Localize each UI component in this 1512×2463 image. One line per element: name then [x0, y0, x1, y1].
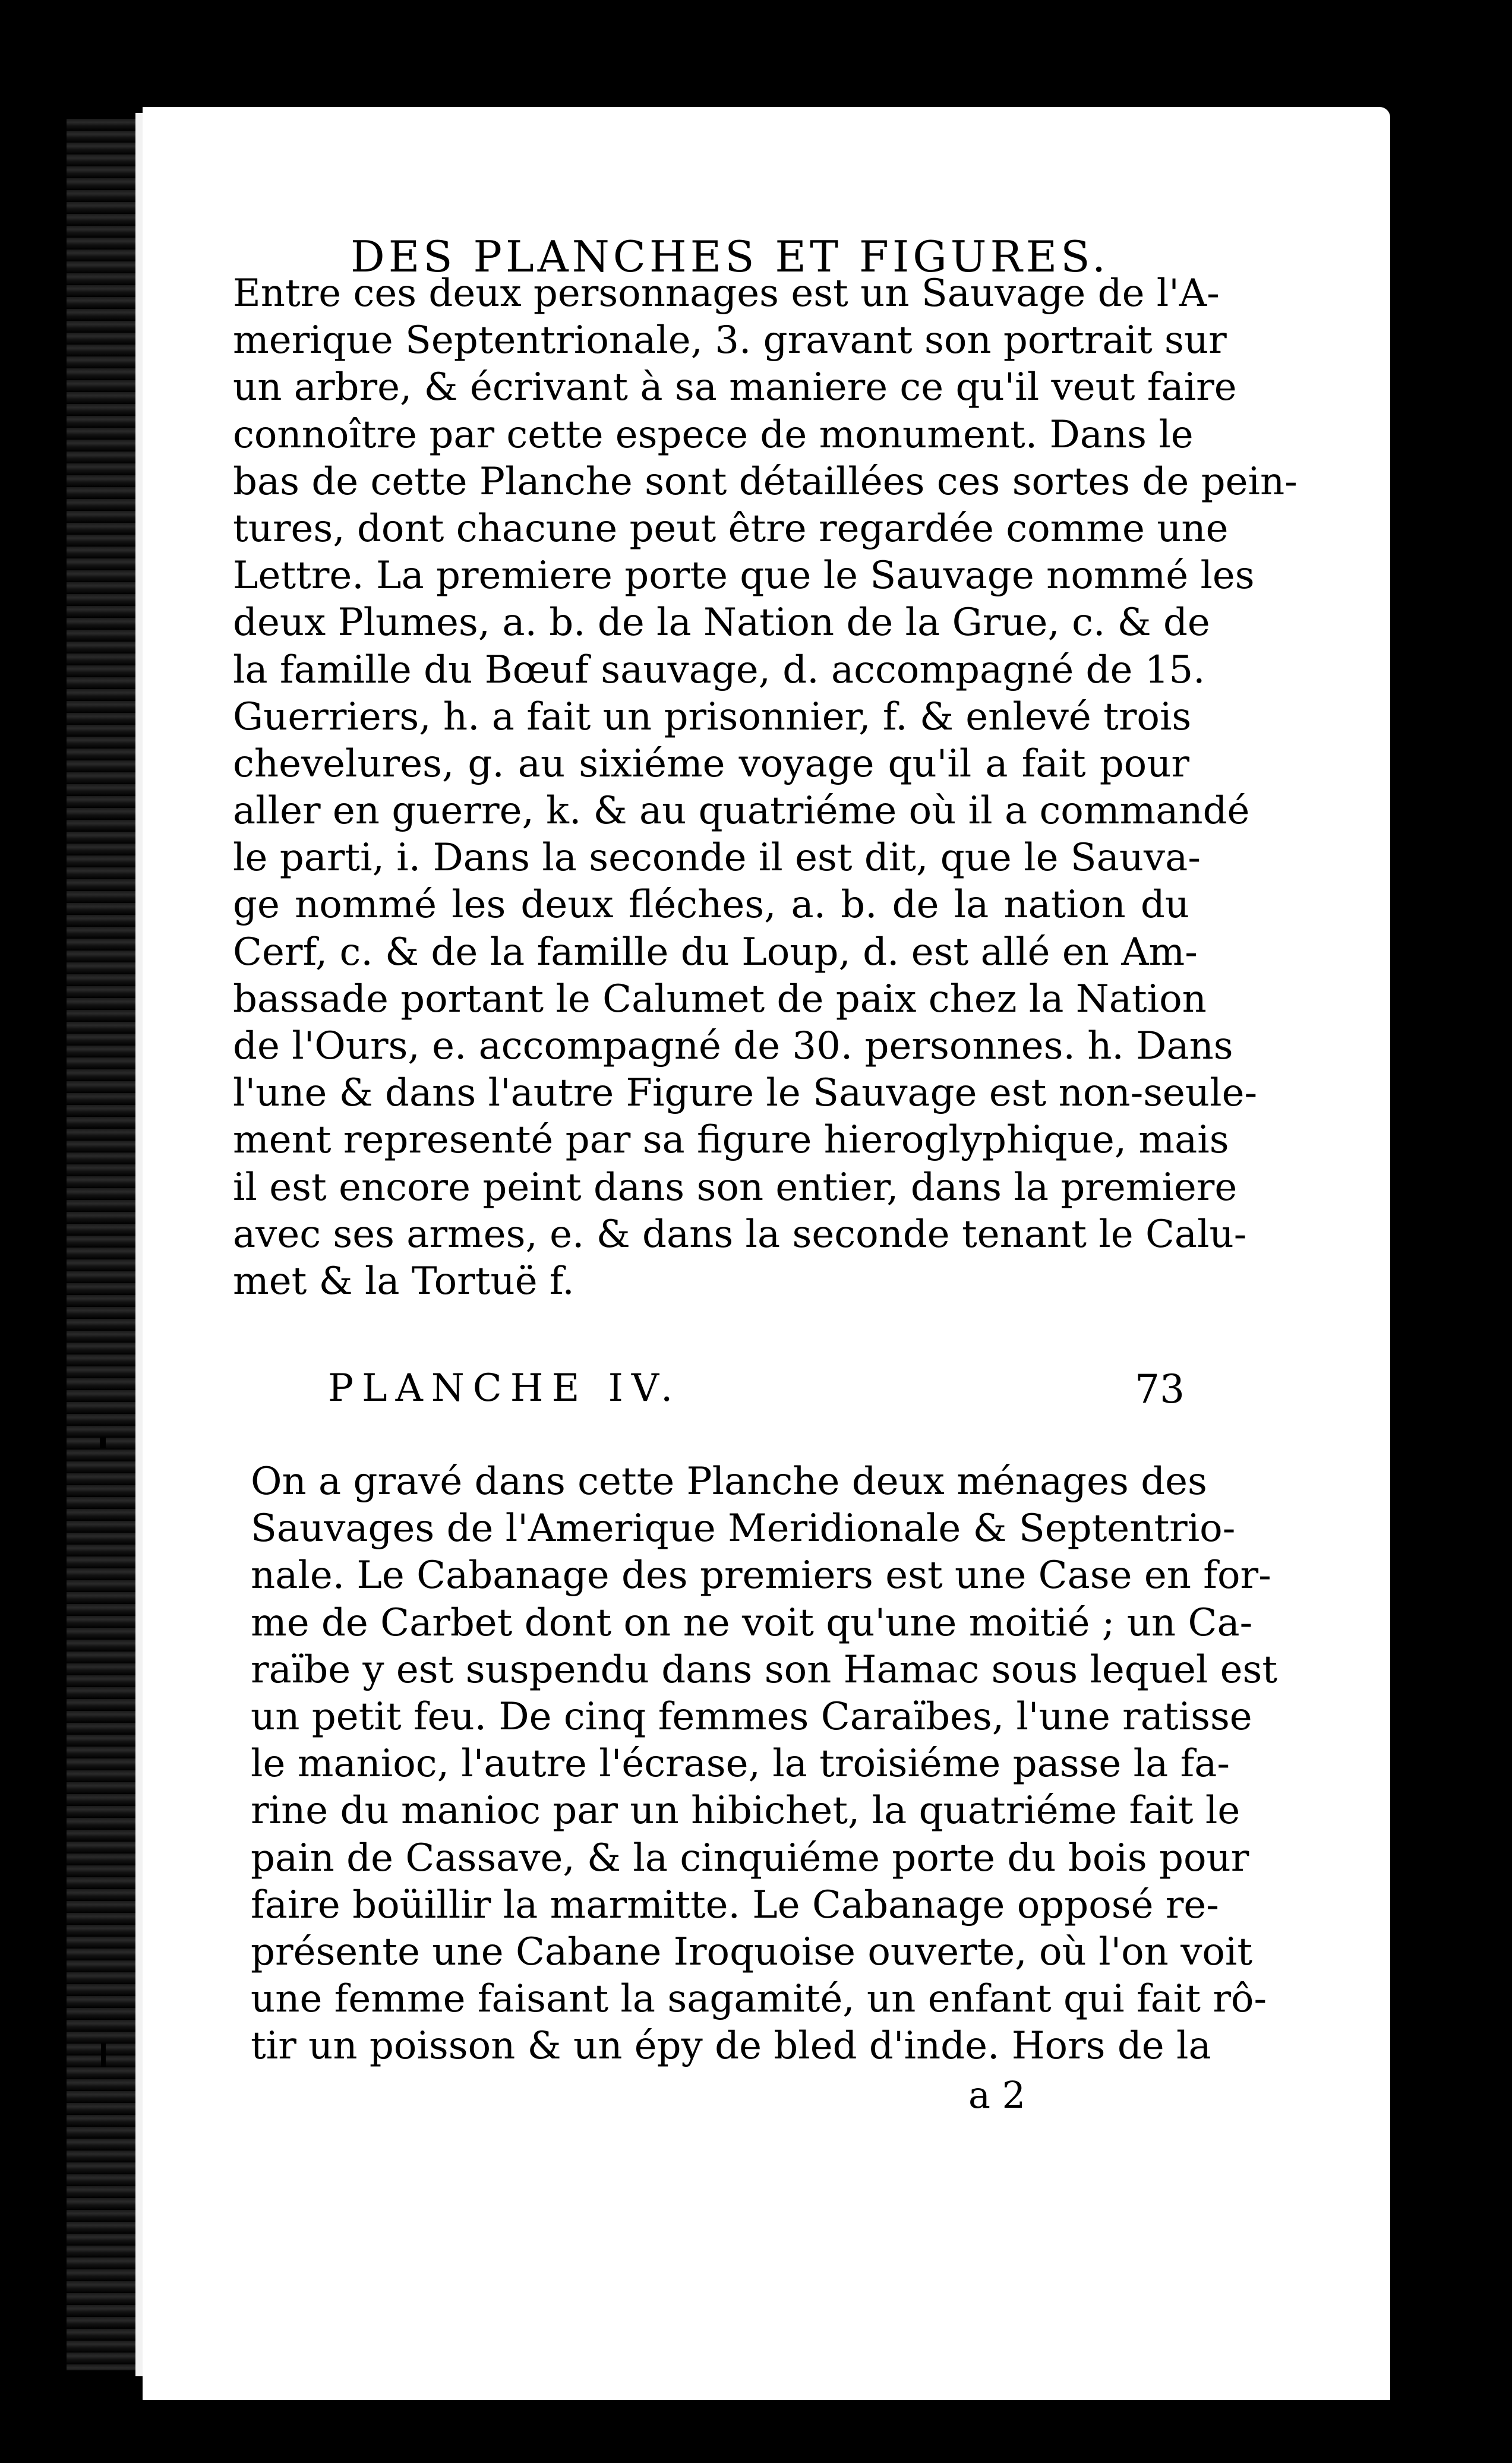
text-line: merique Septentrionale, 3. gravant son portrait sur [233, 318, 1227, 363]
plate-heading: PLANCHE IV. [328, 1366, 681, 1410]
text-line: avec ses armes, e. & dans la seconde tenant le Calu- [233, 1212, 1247, 1256]
text-line: met & la Tortuë f. [233, 1259, 575, 1303]
text-line: nale. Le Cabanage des premiers est une Case en for- [251, 1553, 1271, 1598]
text-line: le manioc, l'autre l'écrase, la troisiéme passe la fa- [251, 1742, 1230, 1786]
text-line: le parti, i. Dans la seconde il est dit, que le Sauva- [233, 836, 1201, 880]
text-line: Entre ces deux personnages est un Sauvage de l'A- [233, 271, 1220, 315]
text-line: présente une Cabane Iroquoise ouverte, où l'on voit [251, 1930, 1253, 1974]
margin-speck [101, 2044, 106, 2067]
text-line: il est encore peint dans son entier, dans la premiere [233, 1165, 1238, 1210]
text-line: faire boüillir la marmitte. Le Cabanage opposé re- [251, 1883, 1219, 1927]
running-title: DES PLANCHES ET FIGURES. [351, 232, 1109, 282]
text-line: chevelures, g. au sixiéme voyage qu'il a fait pour [233, 741, 1189, 786]
text-line: Sauvages de l'Amerique Meridionale & Septentrio- [251, 1507, 1236, 1551]
text-line: rine du manioc par un hibichet, la quatriéme fait le [251, 1789, 1240, 1833]
text-line: la famille du Bœuf sauvage, d. accompagné de 15. [233, 648, 1205, 692]
text-line: pain de Cassave, & la cinquiéme porte du bois pour [251, 1836, 1249, 1880]
text-line: l'une & dans l'autre Figure le Sauvage est non-seule- [233, 1071, 1258, 1116]
text-line: raïbe y est suspendu dans son Hamac sous lequel est [251, 1647, 1278, 1692]
text-line: ge nommé les deux fléches, a. b. de la nation du [233, 883, 1189, 927]
text-line: ment representé par sa figure hieroglyphique, mais [233, 1118, 1229, 1163]
margin-speck [100, 1438, 106, 1448]
signature-mark: a 2 [968, 2073, 1026, 2117]
text-line: un arbre, & écrivant à sa maniere ce qu'il veut faire [233, 365, 1237, 410]
book-gutter-shadow [67, 119, 137, 2370]
text-line: de l'Ours, e. accompagné de 30. personnes. h. Dans [233, 1024, 1233, 1068]
page-number: 73 [1135, 1366, 1185, 1412]
paragraph-2 [251, 1458, 1278, 2070]
text-line: connoître par cette espece de monument. Dans le [233, 412, 1194, 457]
text-line: Guerriers, h. a fait un prisonnier, f. & enlevé trois [233, 694, 1192, 739]
text-line: On a gravé dans cette Planche deux ménages des [251, 1460, 1207, 1504]
text-line: une femme faisant la sagamité, un enfant qui fait rô- [251, 1977, 1267, 2022]
text-line: Lettre. La premiere porte que le Sauvage nommé les [233, 554, 1255, 598]
text-line: un petit feu. De cinq femmes Caraïbes, l'une ratisse [251, 1694, 1252, 1739]
text-line: me de Carbet dont on ne voit qu'une moitié ; un Ca- [251, 1600, 1253, 1645]
text-line: bassade portant le Calumet de paix chez la Nation [233, 977, 1207, 1021]
paragraph-1 [233, 270, 1298, 1305]
text-line: bas de cette Planche sont détaillées ces sortes de pein- [233, 459, 1298, 504]
text-line: aller en guerre, k. & au quatriéme où il a commandé [233, 789, 1250, 833]
text-line: tir un poisson & un épy de bled d'inde. Hors de la [251, 2024, 1211, 2069]
text-line: tures, dont chacune peut être regardée comme une [233, 506, 1229, 551]
text-line: Cerf, c. & de la famille du Loup, d. est allé en Am- [233, 930, 1198, 974]
text-line: deux Plumes, a. b. de la Nation de la Grue, c. & de [233, 601, 1210, 645]
